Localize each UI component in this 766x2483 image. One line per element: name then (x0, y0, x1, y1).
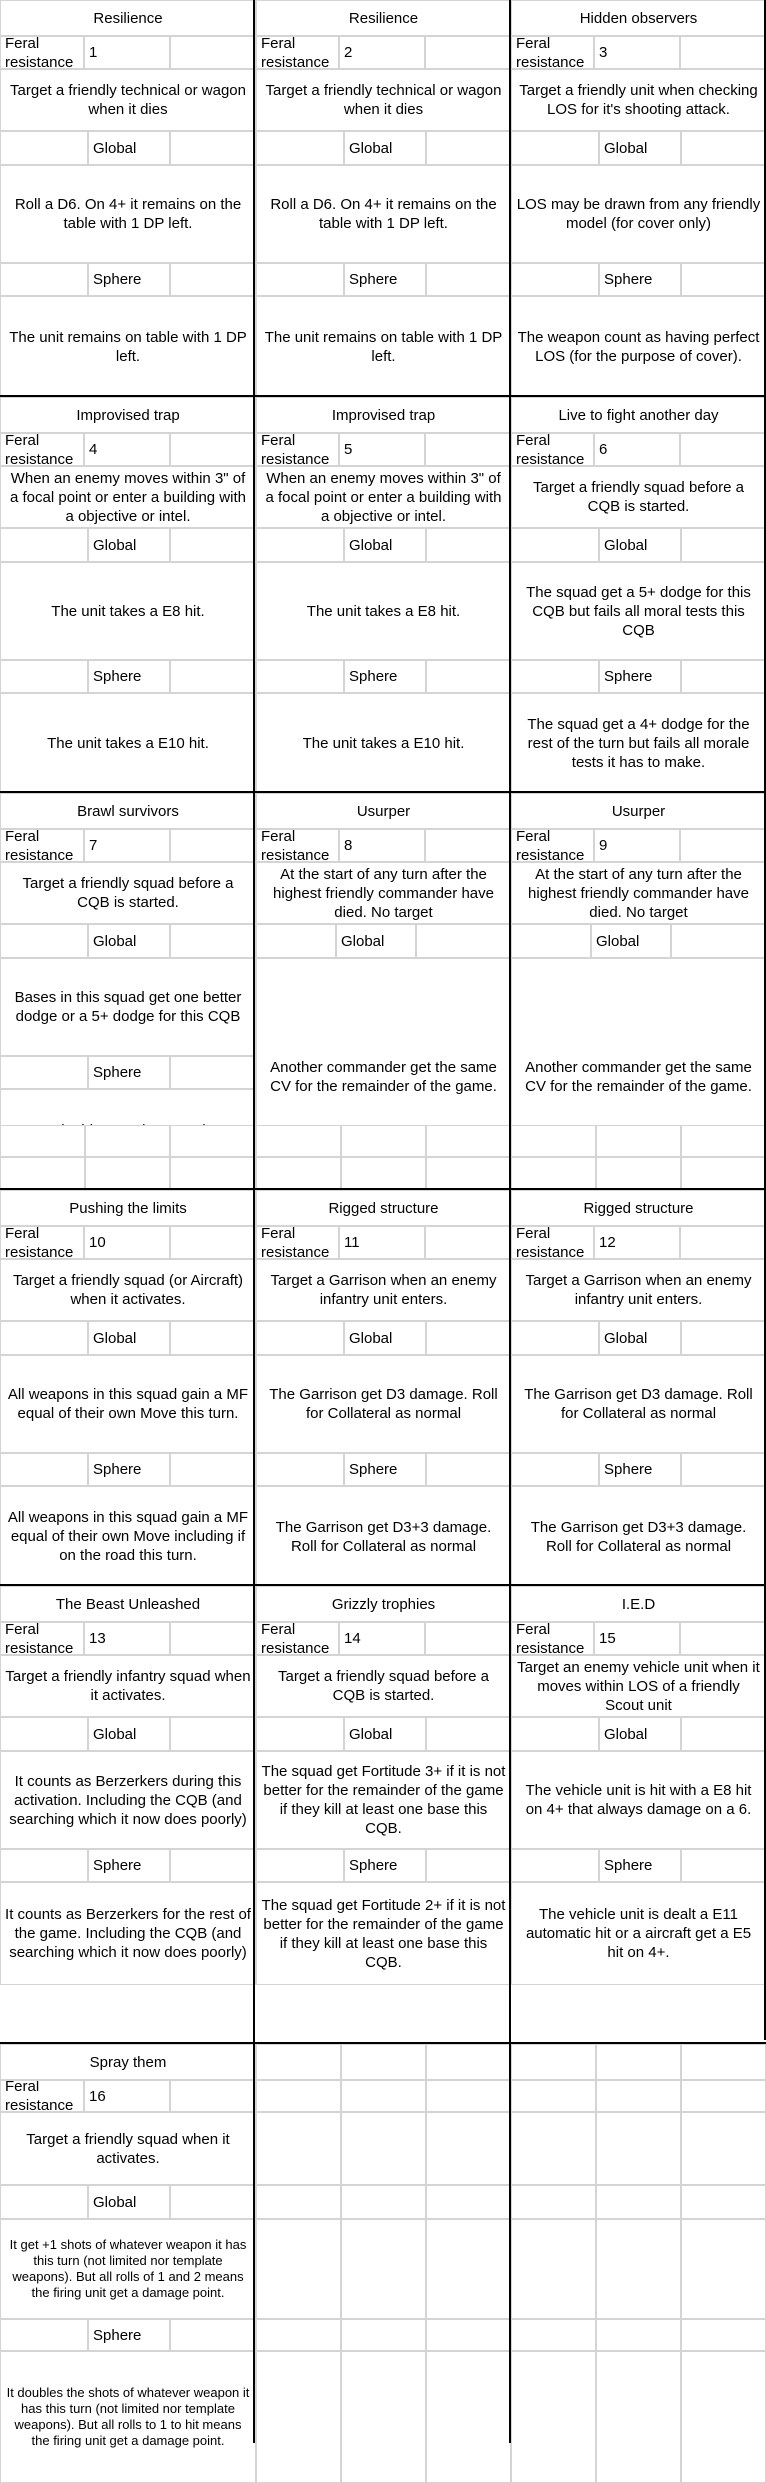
blank-cell (256, 1321, 344, 1355)
blank-cell (256, 1157, 341, 1189)
blank-cell (0, 1321, 88, 1355)
blank-cell (511, 2351, 596, 2483)
blank-cell (681, 263, 766, 296)
global-label: Global (88, 1321, 170, 1355)
blank-cell (681, 1125, 766, 1157)
blank-cell (425, 1622, 511, 1655)
blank-cell (426, 2219, 511, 2319)
card-number: 1 (84, 36, 170, 69)
blank-cell (341, 2044, 426, 2080)
blank-cell (170, 433, 256, 466)
blank-cell (511, 1849, 599, 1882)
blank-cell (256, 2112, 341, 2185)
blank-cell (170, 1453, 256, 1486)
card-target: Target a friendly squad when it activates. (0, 2112, 256, 2185)
card-number: 4 (84, 433, 170, 466)
blank-cell (256, 2351, 341, 2483)
feral-resistance-label: Feral resistance (511, 433, 594, 466)
global-label: Global (599, 528, 681, 562)
blank-cell (680, 433, 766, 466)
sphere-effect: The Garrison get D3+3 damage. Roll for Collateral as normal (256, 1486, 511, 1587)
blank-cell (596, 2112, 681, 2185)
blank-cell (256, 2080, 341, 2112)
block-divider (0, 1584, 766, 1586)
blank-cell (256, 2044, 341, 2080)
global-effect: Roll a D6. On 4+ it remains on the table with 1 DP left. (0, 165, 256, 263)
card-number: 3 (594, 36, 680, 69)
blank-cell (426, 528, 511, 562)
card-title: Improvised trap (0, 397, 256, 433)
blank-cell (170, 528, 256, 562)
sphere-label: Sphere (88, 1453, 170, 1486)
blank-cell (426, 131, 511, 165)
card-target: Target a friendly squad before a CQB is started. (256, 1655, 511, 1717)
card-target: Target a friendly technical or wagon when it dies (0, 69, 256, 131)
blank-cell (426, 2112, 511, 2185)
blank-cell (511, 2044, 596, 2080)
card-title: The Beast Unleashed (0, 1586, 256, 1622)
global-label: Global (88, 528, 170, 562)
blank-cell (426, 1125, 511, 1157)
blank-cell (511, 2112, 596, 2185)
blank-cell (256, 2219, 341, 2319)
blank-cell (256, 528, 344, 562)
card-title: Hidden observers (511, 0, 766, 36)
blank-cell (0, 924, 88, 958)
card-title: Resilience (0, 0, 256, 36)
global-label: Global (344, 528, 426, 562)
blank-cell (511, 1125, 596, 1157)
card-target: When an enemy moves within 3" of a focal point or enter a building with a objective or intel. (0, 466, 256, 528)
blank-cell (170, 1157, 256, 1189)
card-target: Target a friendly infantry squad when it activates. (0, 1655, 256, 1717)
blank-cell (681, 2044, 766, 2080)
blank-cell (0, 1125, 85, 1157)
blank-cell (426, 2319, 511, 2351)
blank-cell (680, 1622, 766, 1655)
blank-cell (170, 2185, 256, 2219)
card-number: 15 (594, 1622, 680, 1655)
blank-cell (681, 2351, 766, 2483)
sphere-label: Sphere (344, 263, 426, 296)
card-number: 13 (84, 1622, 170, 1655)
card-title: Spray them (0, 2044, 256, 2080)
card-title: Pushing the limits (0, 1190, 256, 1226)
blank-cell (170, 1321, 256, 1355)
blank-cell (170, 1717, 256, 1751)
blank-cell (596, 2044, 681, 2080)
global-effect: The Garrison get D3 damage. Roll for Collateral as normal (256, 1355, 511, 1453)
global-effect: The Garrison get D3 damage. Roll for Collateral as normal (511, 1355, 766, 1453)
sphere-effect: The vehicle unit is dealt a E11 automatic hit or a aircraft get a E5 hit on 4+. (511, 1882, 766, 1985)
blank-cell (416, 924, 511, 958)
card-target: Target a friendly squad before a CQB is started. (511, 466, 766, 528)
blank-cell (256, 1717, 344, 1751)
blank-cell (681, 1849, 766, 1882)
global-effect: The unit takes a E8 hit. (0, 562, 256, 660)
blank-cell (596, 2319, 681, 2351)
blank-cell (0, 2319, 88, 2351)
blank-cell (256, 2319, 341, 2351)
blank-cell (681, 2080, 766, 2112)
column-divider (509, 0, 511, 2443)
card-number: 6 (594, 433, 680, 466)
blank-cell (256, 263, 344, 296)
blank-cell (0, 660, 88, 693)
blank-cell (341, 2351, 426, 2483)
feral-resistance-label: Feral resistance (0, 36, 84, 69)
blank-cell (0, 1453, 88, 1486)
blank-cell (681, 2319, 766, 2351)
card-target: Target an enemy vehicle unit when it moves within LOS of a friendly Scout unit (511, 1655, 766, 1717)
blank-cell (596, 2080, 681, 2112)
sphere-effect: The unit takes a E10 hit. (256, 693, 511, 794)
sphere-label: Sphere (599, 263, 681, 296)
global-effect: It counts as Berzerkers during this activation. Including the CQB (and searching which it now does poorly) (0, 1751, 256, 1849)
blank-cell (170, 263, 256, 296)
global-label: Global (599, 1321, 681, 1355)
card-number: 10 (84, 1226, 170, 1259)
sphere-label: Sphere (88, 660, 170, 693)
blank-cell (256, 1125, 341, 1157)
blank-cell (341, 1125, 426, 1157)
global-label: Global (344, 1321, 426, 1355)
card-target: When an enemy moves within 3" of a focal point or enter a building with a objective or intel. (256, 466, 511, 528)
blank-cell (681, 1717, 766, 1751)
card-title: Usurper (256, 793, 511, 829)
blank-cell (680, 36, 766, 69)
global-label: Global (88, 2185, 170, 2219)
card-number: 11 (339, 1226, 425, 1259)
feral-resistance-label: Feral resistance (0, 433, 84, 466)
feral-resistance-label: Feral resistance (256, 36, 339, 69)
card-title: Rigged structure (256, 1190, 511, 1226)
blank-cell (596, 2219, 681, 2319)
sphere-effect: The unit takes a E10 hit. (0, 693, 256, 794)
sphere-label: Sphere (599, 660, 681, 693)
feral-resistance-label: Feral resistance (256, 1226, 339, 1259)
blank-cell (596, 2351, 681, 2483)
global-effect: It get +1 shots of whatever weapon it has this turn (not limited nor template weapons). But all rolls of 1 and 2 means the firing unit get a damage point. (0, 2219, 256, 2319)
blank-cell (681, 528, 766, 562)
blank-cell (0, 1056, 88, 1089)
blank-cell (681, 2219, 766, 2319)
blank-cell (341, 1157, 426, 1189)
card-title: Grizzly trophies (256, 1586, 511, 1622)
blank-cell (511, 1453, 599, 1486)
block-divider (0, 395, 766, 397)
card-title: Brawl survivors (0, 793, 256, 829)
card-number: 5 (339, 433, 425, 466)
blank-cell (596, 2185, 681, 2219)
card-number: 16 (84, 2080, 170, 2112)
global-effect: LOS may be drawn from any friendly model (for cover only) (511, 165, 766, 263)
sphere-label: Sphere (599, 1849, 681, 1882)
card-number: 2 (339, 36, 425, 69)
blank-cell (0, 2185, 88, 2219)
blank-cell (680, 829, 766, 862)
blank-cell (170, 829, 256, 862)
feral-resistance-label: Feral resistance (0, 1622, 84, 1655)
blank-cell (170, 660, 256, 693)
global-effect: Bases in this squad get one better dodge or a 5+ dodge for this CQB (0, 958, 256, 1056)
blank-cell (681, 131, 766, 165)
blank-cell (170, 2080, 256, 2112)
blank-cell (426, 2044, 511, 2080)
card-target: At the start of any turn after the highest friendly commander have died. No target (256, 862, 511, 924)
card-title: Resilience (256, 0, 511, 36)
blank-cell (511, 131, 599, 165)
global-effect: The squad get a 5+ dodge for this CQB but fails all moral tests this CQB (511, 562, 766, 660)
sphere-label: Sphere (88, 1849, 170, 1882)
blank-cell (426, 660, 511, 693)
feral-resistance-label: Feral resistance (0, 1226, 84, 1259)
card-effect: Another commander get the same CV for the remainder of the game. (256, 958, 511, 1195)
blank-cell (170, 1622, 256, 1655)
blank-cell (426, 1849, 511, 1882)
blank-cell (256, 1849, 344, 1882)
sphere-effect: The unit remains on table with 1 DP left. (0, 296, 256, 397)
blank-cell (681, 1157, 766, 1189)
card-target: Target a Garrison when an enemy infantry unit enters. (256, 1259, 511, 1321)
blank-cell (681, 2112, 766, 2185)
card-target: Target a Garrison when an enemy infantry unit enters. (511, 1259, 766, 1321)
global-label: Global (599, 131, 681, 165)
card-number: 12 (594, 1226, 680, 1259)
global-label: Global (336, 924, 416, 958)
sphere-label: Sphere (344, 1849, 426, 1882)
blank-cell (341, 2185, 426, 2219)
blank-cell (426, 263, 511, 296)
global-label: Global (344, 131, 426, 165)
blank-cell (511, 2219, 596, 2319)
card-number: 9 (594, 829, 680, 862)
block-divider (0, 791, 766, 793)
sphere-effect: The unit remains on table with 1 DP left. (256, 296, 511, 397)
sphere-effect: The Garrison get D3+3 damage. Roll for Collateral as normal (511, 1486, 766, 1587)
card-title: I.E.D (511, 1586, 766, 1622)
feral-resistance-label: Feral resistance (0, 829, 84, 862)
block-divider (0, 2042, 766, 2044)
blank-cell (341, 2319, 426, 2351)
sphere-effect: All weapons in this squad gain a MF equal of their own Move including if on the road this turn. (0, 1486, 256, 1587)
blank-cell (596, 1157, 681, 1189)
blank-cell (85, 1125, 170, 1157)
blank-cell (170, 924, 256, 958)
blank-cell (426, 2080, 511, 2112)
blank-cell (256, 2185, 341, 2219)
blank-cell (425, 829, 511, 862)
sphere-label: Sphere (599, 1453, 681, 1486)
card-target: Target a friendly squad (or Aircraft) when it activates. (0, 1259, 256, 1321)
blank-cell (511, 528, 599, 562)
blank-cell (511, 1321, 599, 1355)
sphere-label: Sphere (88, 2319, 170, 2351)
block-divider (0, 1188, 766, 1190)
blank-cell (511, 1717, 599, 1751)
feral-resistance-label: Feral resistance (511, 36, 594, 69)
card-title: Rigged structure (511, 1190, 766, 1226)
sphere-effect: The weapon count as having perfect LOS (for the purpose of cover). (511, 296, 766, 397)
global-effect: The unit takes a E8 hit. (256, 562, 511, 660)
card-target: Target a friendly squad before a CQB is started. (0, 862, 256, 924)
global-label: Global (591, 924, 671, 958)
blank-cell (511, 924, 591, 958)
blank-cell (0, 263, 88, 296)
blank-cell (426, 1717, 511, 1751)
global-effect: The vehicle unit is hit with a E8 hit on 4+ that always damage on a 6. (511, 1751, 766, 1849)
card-effect: Another commander get the same CV for the remainder of the game. (511, 958, 766, 1195)
blank-cell (256, 924, 336, 958)
sphere-effect: It doubles the shots of whatever weapon it has this turn (not limited nor template weapons). But all rolls to 1 to hit means the firing unit get a damage point. (0, 2351, 256, 2483)
blank-cell (0, 1849, 88, 1882)
card-number: 7 (84, 829, 170, 862)
blank-cell (341, 2219, 426, 2319)
feral-resistance-label: Feral resistance (511, 1622, 594, 1655)
blank-cell (170, 131, 256, 165)
blank-cell (170, 1226, 256, 1259)
blank-cell (170, 2319, 256, 2351)
blank-cell (425, 36, 511, 69)
blank-cell (170, 1849, 256, 1882)
blank-cell (511, 1157, 596, 1189)
blank-cell (681, 1453, 766, 1486)
blank-cell (256, 1453, 344, 1486)
blank-cell (426, 2185, 511, 2219)
blank-cell (680, 1226, 766, 1259)
blank-cell (511, 2080, 596, 2112)
feral-resistance-label: Feral resistance (0, 2080, 84, 2112)
blank-cell (671, 924, 766, 958)
blank-cell (425, 1226, 511, 1259)
blank-cell (170, 36, 256, 69)
feral-resistance-label: Feral resistance (511, 829, 594, 862)
blank-cell (426, 1321, 511, 1355)
global-effect: The squad get Fortitude 3+ if it is not better for the remainder of the game if they kill at least one base this CQB. (256, 1751, 511, 1849)
sphere-label: Sphere (344, 1453, 426, 1486)
blank-cell (426, 2351, 511, 2483)
card-target: Target a friendly technical or wagon when it dies (256, 69, 511, 131)
card-title: Live to fight another day (511, 397, 766, 433)
column-divider (253, 0, 255, 2443)
blank-cell (85, 1157, 170, 1189)
blank-cell (0, 1717, 88, 1751)
blank-cell (511, 660, 599, 693)
blank-cell (341, 2080, 426, 2112)
global-effect: All weapons in this squad gain a MF equal of their own Move this turn. (0, 1355, 256, 1453)
blank-cell (511, 263, 599, 296)
blank-cell (426, 1453, 511, 1486)
sphere-effect: It counts as Berzerkers for the rest of the game. Including the CQB (and searching which it now does poorly) (0, 1882, 256, 1985)
sphere-effect: The squad get a 4+ dodge for the rest of the turn but fails all morale tests it has to make. (511, 693, 766, 794)
blank-cell (425, 433, 511, 466)
feral-resistance-label: Feral resistance (256, 829, 339, 862)
blank-cell (681, 660, 766, 693)
blank-cell (170, 1125, 256, 1157)
card-title: Usurper (511, 793, 766, 829)
card-target: Target a friendly unit when checking LOS for it's shooting attack. (511, 69, 766, 131)
blank-cell (0, 528, 88, 562)
blank-cell (341, 2112, 426, 2185)
card-target: At the start of any turn after the highest friendly commander have died. No target (511, 862, 766, 924)
blank-cell (256, 660, 344, 693)
card-number: 8 (339, 829, 425, 862)
sphere-label: Sphere (344, 660, 426, 693)
sphere-label: Sphere (88, 1056, 170, 1089)
global-label: Global (88, 1717, 170, 1751)
card-title: Improvised trap (256, 397, 511, 433)
blank-cell (426, 1157, 511, 1189)
feral-resistance-label: Feral resistance (256, 1622, 339, 1655)
global-label: Global (88, 924, 170, 958)
feral-resistance-label: Feral resistance (256, 433, 339, 466)
blank-cell (511, 2319, 596, 2351)
blank-cell (511, 2185, 596, 2219)
global-effect: Roll a D6. On 4+ it remains on the table with 1 DP left. (256, 165, 511, 263)
blank-cell (0, 1157, 85, 1189)
blank-cell (681, 2185, 766, 2219)
blank-cell (256, 131, 344, 165)
global-label: Global (599, 1717, 681, 1751)
sphere-effect: The squad get Fortitude 2+ if it is not better for the remainder of the game if they kill at least one base this CQB. (256, 1882, 511, 1985)
feral-resistance-label: Feral resistance (511, 1226, 594, 1259)
blank-cell (596, 1125, 681, 1157)
global-label: Global (344, 1717, 426, 1751)
blank-cell (0, 131, 88, 165)
blank-cell (681, 1321, 766, 1355)
blank-cell (170, 1056, 256, 1089)
card-number: 14 (339, 1622, 425, 1655)
global-label: Global (88, 131, 170, 165)
sphere-label: Sphere (88, 263, 170, 296)
